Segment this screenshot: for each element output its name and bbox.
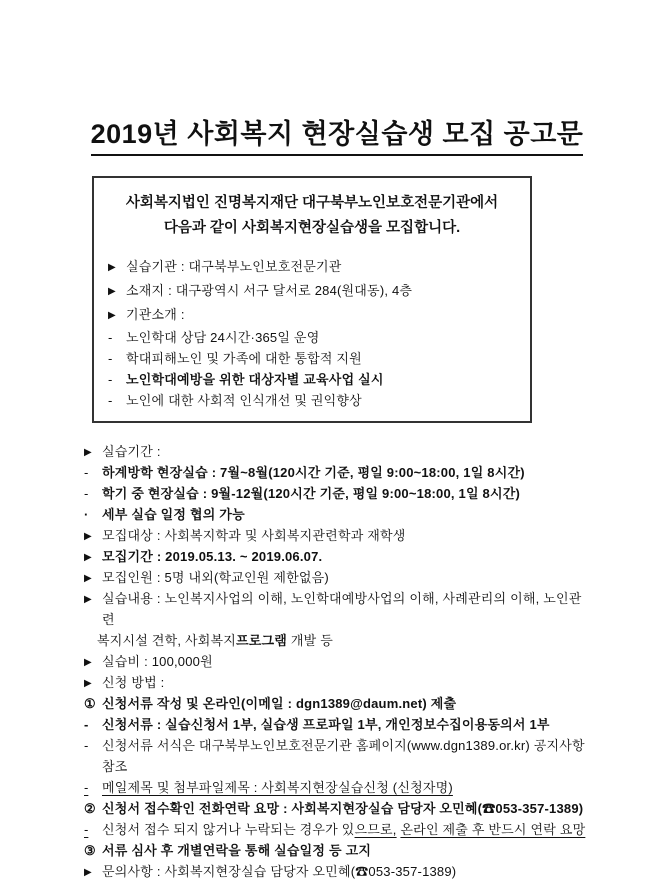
line-text <box>102 840 590 861</box>
bullet-marker: - <box>84 780 89 795</box>
text-segment: 모집인원 : 5명 내외(학교인원 제한없음) <box>102 570 329 585</box>
line-text <box>102 546 590 567</box>
title-wrap <box>84 112 590 156</box>
line-text <box>126 303 516 327</box>
body-line <box>84 525 590 546</box>
intro-item <box>108 327 516 348</box>
intro-item <box>108 390 516 411</box>
text-segment: 모집대상 : 사회복지학과 및 사회복지관련학과 재학생 <box>102 528 406 543</box>
text-segment: 노인학대예방을 위한 대상자별 교육사업 실시 <box>126 372 384 387</box>
body-line <box>84 630 590 651</box>
line-text <box>102 798 590 819</box>
body-line <box>84 672 590 693</box>
arrow-bullet-icon: ▶ <box>108 262 116 273</box>
line-text <box>102 651 590 672</box>
line-text <box>97 630 590 651</box>
text-segment: 서류 심사 후 개별연락을 통해 실습일정 등 고지 <box>102 843 372 858</box>
line-text <box>102 441 590 462</box>
bullet-marker: - <box>84 486 89 501</box>
body-line <box>84 588 590 630</box>
body-line <box>84 777 590 798</box>
line-text <box>102 567 590 588</box>
text-segment: 메일제목 및 첨부파일제목 : 사회복지현장실습신청 (신청자명) <box>102 780 453 795</box>
body-line <box>84 693 590 714</box>
body-line <box>84 819 590 840</box>
body-line <box>84 483 590 504</box>
bullet-marker: - <box>108 393 113 408</box>
page-title: 2019년 사회복지 현장실습생 모집 공고문 <box>91 112 584 156</box>
line-text <box>102 819 590 840</box>
line-text <box>126 390 516 411</box>
intro-item <box>108 255 516 279</box>
text-segment: 신청 방법 : <box>102 675 165 690</box>
line-text <box>126 369 516 390</box>
text-segment: 으므로, <box>354 822 397 837</box>
text-segment: 기관소개 : <box>126 307 185 322</box>
body-line <box>84 714 590 735</box>
text-segment: 신청서류 서식은 대구북부노인보호전문기관 홈페이지(www.dgn1389.or.kr) 공지사항 참조 <box>102 738 585 774</box>
arrow-bullet-icon: ▶ <box>84 867 92 878</box>
line-text <box>126 348 516 369</box>
arrow-bullet-icon: ▶ <box>84 531 92 542</box>
body-line <box>84 651 590 672</box>
body-line <box>84 861 590 882</box>
intro-item <box>108 348 516 369</box>
bullet-marker: - <box>108 330 113 345</box>
intro-item <box>108 279 516 303</box>
bullet-marker: ③ <box>84 843 96 858</box>
text-segment: 하계방학 현장실습 : 7월~8월(120시간 기준, 평일 9:00~18:00, 1일 8시간) <box>102 465 525 480</box>
bullet-marker: - <box>84 717 89 732</box>
text-segment: 소재지 : 대구광역시 서구 달서로 284(원대동), 4층 <box>126 283 413 298</box>
arrow-bullet-icon: ▶ <box>84 594 92 605</box>
text-segment: 프로그램 <box>236 633 288 648</box>
line-text <box>102 861 590 882</box>
body-line <box>84 441 590 462</box>
line-text <box>102 483 590 504</box>
arrow-bullet-icon: ▶ <box>84 678 92 689</box>
text-segment: 노인학대 상담 24시간·365일 운영 <box>126 330 320 345</box>
line-text <box>102 777 590 798</box>
line-text <box>102 504 590 525</box>
intro-item <box>108 303 516 327</box>
bullet-marker: - <box>108 372 113 387</box>
body-line <box>84 798 590 819</box>
line-text <box>126 279 516 303</box>
arrow-bullet-icon: ▶ <box>84 573 92 584</box>
text-segment: 신청서류 작성 및 온라인(이메일 : dgn1389@daum.net) 제출 <box>102 696 457 711</box>
text-segment: 신청서류 : 실습신청서 1부, 실습생 프로파일 1부, 개인정보수집이용동의서 1부 <box>102 717 550 732</box>
body-line <box>84 735 590 777</box>
body-lines <box>84 441 590 882</box>
line-text <box>126 255 516 279</box>
text-segment: 신청서 접수확인 전화연락 요망 : 사회복지현장실습 담당자 오민혜(☎053-357-1389) <box>102 801 584 816</box>
text-segment: 실습비 : 100,000원 <box>102 654 213 669</box>
bullet-marker: - <box>108 351 113 366</box>
arrow-bullet-icon: ▶ <box>108 286 116 297</box>
text-segment: 학대피해노인 및 가족에 대한 통합적 지원 <box>126 351 362 366</box>
text-segment: 복지시설 견학, 사회복지 <box>97 633 237 648</box>
body-line <box>84 840 590 861</box>
line-text <box>102 462 590 483</box>
intro-items <box>108 255 516 411</box>
bullet-marker: - <box>84 738 89 753</box>
intro-headline-line2: 다음과 같이 사회복지현장실습생을 모집합니다. <box>163 220 461 236</box>
arrow-bullet-icon: ▶ <box>108 310 116 321</box>
text-segment: 개발 등 <box>287 633 333 648</box>
intro-headline <box>108 191 516 241</box>
body-line <box>84 546 590 567</box>
body-line <box>84 462 590 483</box>
text-segment: 온라인 제출 후 반드시 연락 요망 <box>400 822 586 837</box>
intro-headline-line1: 사회복지법인 진명복지재단 대구북부노인보호전문기관에서 <box>125 195 499 211</box>
text-segment: 세부 실습 일정 협의 가능 <box>102 507 245 522</box>
line-text <box>102 588 590 630</box>
text-segment: 실습기간 : <box>102 444 161 459</box>
line-text <box>102 714 590 735</box>
text-segment: 노인에 대한 사회적 인식개선 및 권익향상 <box>126 393 362 408</box>
text-segment: 문의사항 : 사회복지현장실습 담당자 오민혜(☎053-357-1389) <box>102 864 457 879</box>
line-text <box>126 327 516 348</box>
bullet-marker: - <box>84 465 89 480</box>
text-segment: 실습기관 : 대구북부노인보호전문기관 <box>126 259 342 274</box>
text-segment: 실습내용 : 노인복지사업의 이해, 노인학대예방사업의 이해, 사례관리의 이해, 노인관련 <box>102 591 582 627</box>
intro-item <box>108 369 516 390</box>
arrow-bullet-icon: ▶ <box>84 552 92 563</box>
arrow-bullet-icon: ▶ <box>84 447 92 458</box>
text-segment: 모집기간 : 2019.05.13. ~ 2019.06.07. <box>102 549 323 564</box>
bullet-marker: ② <box>84 801 96 816</box>
text-segment: 신청서 접수 되지 않거나 누락되는 경우가 있 <box>102 822 355 837</box>
body-line <box>84 504 590 525</box>
text-segment: 학기 중 현장실습 : 9월-12월(120시간 기준, 평일 9:00~18:00, 1일 8시간) <box>102 486 520 501</box>
line-text <box>102 735 590 777</box>
body-line <box>84 567 590 588</box>
bullet-marker: ① <box>84 696 96 711</box>
line-text <box>102 672 590 693</box>
arrow-bullet-icon: ▶ <box>84 657 92 668</box>
bullet-marker: · <box>84 507 89 522</box>
bullet-marker <box>84 630 97 651</box>
line-text <box>102 525 590 546</box>
intro-box <box>92 176 532 423</box>
line-text <box>102 693 590 714</box>
bullet-marker: - <box>84 822 89 837</box>
